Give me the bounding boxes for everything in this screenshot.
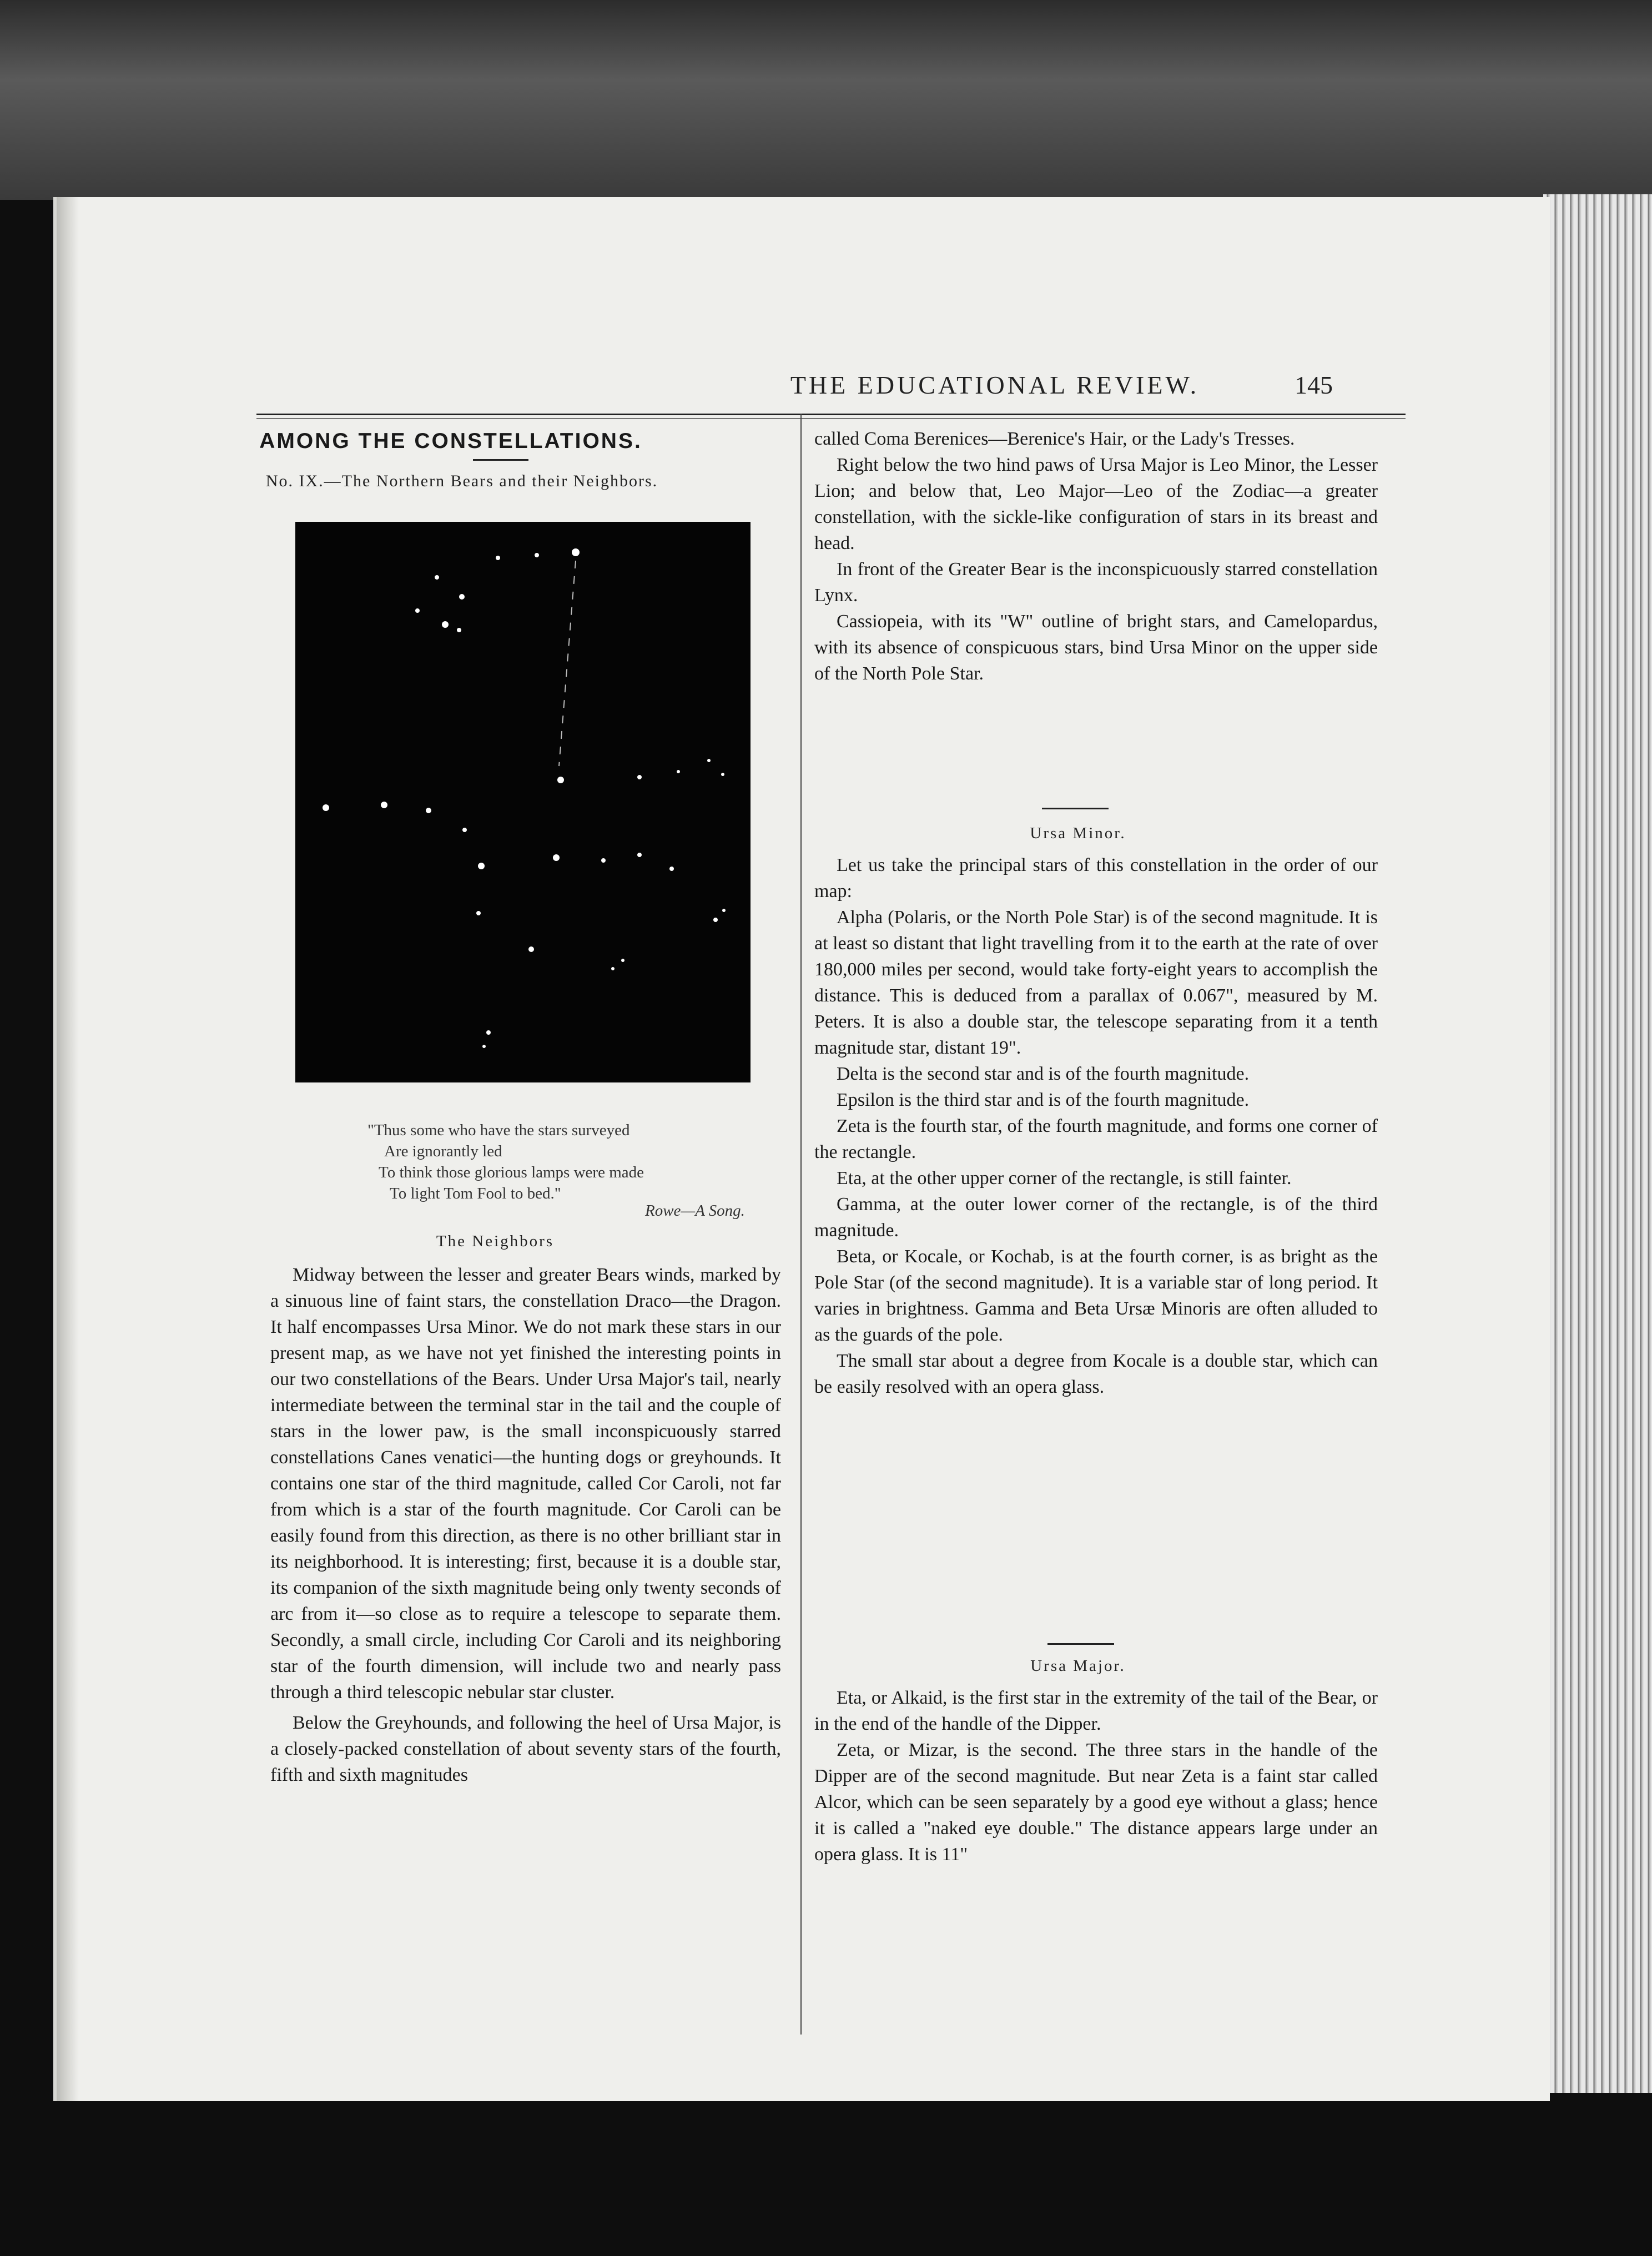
star-30 (482, 1045, 486, 1048)
paragraph: called Coma Berenices—Berenice's Hair, or the Lady's Tresses. (814, 429, 1295, 449)
star-14 (637, 775, 642, 779)
star-2 (496, 556, 500, 560)
section-heading-neighbors: The Neighbors (436, 1232, 555, 1250)
title-rule (473, 459, 528, 461)
star-4 (435, 575, 439, 580)
star-11 (323, 804, 329, 811)
paragraph: Below the Greyhounds, and following the heel of Ursa Major, is a closely-packed constellation of about seventy stars of the fourth, fifth and sixth magnitudes (270, 1713, 781, 1785)
paragraph: Gamma, at the outer lower corner of the rectangle, is of the third magnitude. (814, 1194, 1378, 1241)
paragraph: Alpha (Polaris, or the North Pole Star) is of the second magnitude. It is at least so distant that light travelling from it to the earth at the rate of over 180,000 miles per second, would take forty-eight years to accomplish the distance. This is deduced from a parallax of 0.067", measured by M. Peters. It is also a double star, the telescope separating from it a tenth magnitude star, distant 19". (814, 907, 1378, 1058)
page-number: 145 (1295, 371, 1333, 399)
star-7 (442, 621, 449, 628)
verse-line: To light Tom Fool to bed." (390, 1185, 561, 1202)
paragraph: Right below the two hind paws of Ursa Major is Leo Minor, the Lesser Lion; and below that, Leo Major—Leo of the Zodiac—a greater constellation, with the sickle-like configuration of stars in its breast and head. (814, 455, 1378, 553)
paragraph: Eta, at the other upper corner of the rectangle, is still fainter. (837, 1168, 1292, 1189)
section-heading-ursa-minor: Ursa Minor. (1030, 824, 1126, 842)
left-column-text (270, 1262, 781, 1788)
verse-attribution: Rowe—A Song. (645, 1202, 745, 1220)
star-29 (486, 1030, 491, 1035)
paragraph: Let us take the principal stars of this constellation in the order of our map: (814, 855, 1378, 902)
epigraph-verse (367, 1120, 767, 1204)
star-6 (415, 608, 420, 613)
verse-line: Are ignorantly led (384, 1142, 502, 1160)
star-24 (713, 918, 718, 922)
paragraph: Delta is the second star and is of the fourth magnitude. (837, 1064, 1250, 1084)
star-16 (707, 759, 711, 762)
section-rule (1042, 808, 1109, 809)
star-19 (601, 858, 606, 863)
book-page-edges (1543, 194, 1652, 2093)
star-9 (557, 777, 564, 783)
right-column-text-ursa-minor (814, 852, 1378, 1400)
paragraph: Zeta is the fourth star, of the fourth magnitude, and forms one corner of the rectangle. (814, 1116, 1378, 1162)
star-3 (535, 553, 539, 557)
star-22 (478, 863, 485, 869)
star-20 (637, 853, 642, 857)
paragraph: Eta, or Alkaid, is the first star in the extremity of the tail of the Bear, or in the end of the handle of the Dipper. (814, 1688, 1378, 1734)
paragraph: Beta, or Kocale, or Kochab, is at the fourth corner, is as bright as the Pole Star (of the second magnitude). It is a variable star of long period. It varies in brightness. Gamma and Beta Ursæ Minoris are often alluded to as the guards of the pole. (814, 1246, 1378, 1345)
article-subtitle: No. IX.—The Northern Bears and their Neighbors. (265, 472, 658, 490)
right-column-text-top (814, 426, 1378, 687)
paragraph: Epsilon is the third star and is of the fourth magnitude. (837, 1090, 1250, 1110)
star-25 (476, 911, 481, 915)
book-page (53, 197, 1550, 2101)
header-rule-thin (256, 418, 1406, 419)
section-rule (1047, 1643, 1114, 1645)
paragraph: Midway between the lesser and greater Bears winds, marked by a sinuous line of faint stars, the constellation Draco—the Dragon. It half encompasses Ursa Minor. We do not mark these stars in our present map, as we have not yet finished the interesting points in our two constellations of the Bears. Under Ursa Major's tail, nearly intermediate between the terminal star in the tail and the couple of stars in the lower paw, is the small inconspicuously starred constellations Canes venatici—the hunting dogs or greyhounds. It contains one star of the third magnitude, called Cor Caroli, not far from which is a star of the fourth magnitude. Cor Caroli can be easily found from this direction, as there is no other brilliant star in its neighborhood. It is interesting; first, because it is a double star, its companion of the sixth magnitude being only twenty seconds of arc from it—so close as to require a telescope to separate them. Secondly, a small circle, including Cor Caroli and its neighboring star of the fourth dimension, will include two and nearly pass through a third telescopic nebular star cluster. (270, 1265, 781, 1703)
column-divider (800, 414, 802, 2035)
article-title: AMONG THE CONSTELLATIONS. (259, 429, 642, 453)
star-8 (457, 628, 461, 632)
star-12 (426, 808, 431, 813)
star-10 (381, 802, 387, 808)
star-18 (553, 854, 560, 861)
page-gutter (57, 197, 79, 2101)
star-13 (462, 828, 467, 832)
star-27 (621, 959, 624, 962)
paragraph: In front of the Greater Bear is the inconspicuously starred constellation Lynx. (814, 559, 1378, 606)
paragraph: Zeta, or Mizar, is the second. The three stars in the handle of the Dipper are of the second magnitude. But near Zeta is a faint star called Alcor, which can be seen separately by a good eye without a glass; hence it is called a "naked eye double." The distance appears large under an opera glass. It is 11" (814, 1740, 1378, 1865)
section-heading-ursa-major: Ursa Major. (1030, 1657, 1126, 1675)
star-17 (721, 773, 724, 776)
star-15 (677, 770, 680, 773)
header-rule (256, 414, 1406, 415)
scan-background (0, 0, 1652, 200)
paragraph: Cassiopeia, with its "W" outline of bright stars, and Camelopardus, with its absence of conspicuous stars, bind Ursa Minor on the upper side of the North Pole Star. (814, 611, 1378, 684)
star-23 (722, 909, 726, 912)
verse-line: "Thus some who have the stars surveyed (367, 1121, 630, 1139)
star-5 (459, 594, 465, 600)
star-map-background (295, 522, 751, 1082)
running-head: THE EDUCATIONAL REVIEW. (790, 371, 1200, 399)
right-column-text-ursa-major (814, 1685, 1378, 1867)
star-map (295, 522, 751, 1082)
star-28 (611, 967, 615, 970)
star-21 (669, 867, 674, 871)
star-1 (572, 548, 580, 556)
paragraph: The small star about a degree from Kocale is a double star, which can be easily resolved with an opera glass. (814, 1351, 1378, 1397)
verse-line: To think those glorious lamps were made (379, 1164, 644, 1181)
star-26 (528, 946, 534, 952)
